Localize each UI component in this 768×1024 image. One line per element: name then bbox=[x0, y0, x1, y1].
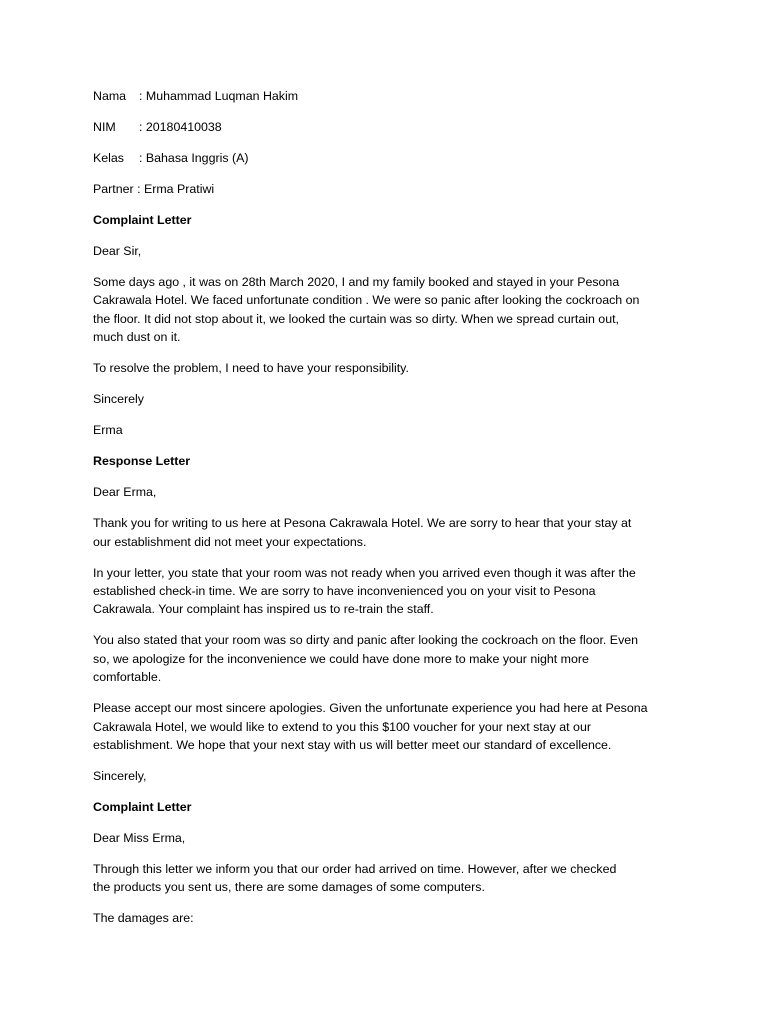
paragraph-line: Through this letter we inform you that our order had arrived on time. However, after we checked bbox=[93, 862, 617, 877]
response-salutation: Dear Erma, bbox=[93, 485, 157, 500]
complaint-resolve-line: To resolve the problem, I need to have your responsibility. bbox=[93, 361, 409, 376]
paragraph-line: In your letter, you state that your room was not ready when you arrived even though it was after the bbox=[93, 565, 636, 580]
response-paragraph-4 bbox=[93, 699, 683, 754]
complaint-closing: Sincerely bbox=[93, 392, 144, 407]
paragraph-line: established check-in time. We are sorry to have inconvenienced you on your visit to Pesona bbox=[93, 584, 596, 599]
paragraph-line: establishment. We hope that your next stay with us will better meet our standard of excellence. bbox=[93, 738, 612, 753]
complaint-2-paragraph-1 bbox=[93, 860, 683, 897]
complaint-letter-title: Complaint Letter bbox=[93, 213, 192, 227]
paragraph-line: Cakrawala. Your complaint has inspired us to re-train the staff. bbox=[93, 602, 434, 617]
complaint-letter-2-title: Complaint Letter bbox=[93, 800, 192, 815]
response-paragraph-1 bbox=[93, 514, 683, 551]
kelas-label: Kelas bbox=[93, 151, 124, 165]
paragraph-line: much dust on it. bbox=[93, 330, 181, 345]
nama-value: : Muhammad Luqman Hakim bbox=[139, 89, 299, 103]
complaint-salutation: Dear Sir, bbox=[93, 244, 142, 258]
nama-row bbox=[93, 87, 683, 105]
damages-heading: The damages are: bbox=[93, 911, 194, 926]
paragraph-line: Please accept our most sincere apologies. Given the unfortunate experience you had here at Pesona bbox=[93, 701, 648, 716]
document-content bbox=[93, 87, 683, 928]
paragraph-line: comfortable. bbox=[93, 670, 162, 685]
paragraph-line: our establishment did not meet your expectations. bbox=[93, 534, 367, 549]
nama-label: Nama bbox=[93, 89, 127, 103]
paragraph-line: Cakrawala Hotel. We faced unfortunate condition . We were so panic after looking the cockroach on bbox=[93, 293, 640, 308]
complaint-2-salutation: Dear Miss Erma, bbox=[93, 831, 186, 846]
paragraph-line: You also stated that your room was so dirty and panic after looking the cockroach on the floor. Even bbox=[93, 633, 639, 648]
paragraph-line: Thank you for writing to us here at Pesona Cakrawala Hotel. We are sorry to hear that your stay at bbox=[93, 516, 632, 531]
response-paragraph-2 bbox=[93, 564, 683, 619]
response-closing: Sincerely, bbox=[93, 769, 147, 784]
paragraph-line: Cakrawala Hotel, we would like to extend to you this $100 voucher for your next stay at our bbox=[93, 719, 591, 734]
complaint-signature: Erma bbox=[93, 423, 123, 438]
paragraph-line: the floor. It did not stop about it, we looked the curtain was so dirty. When we spread curtain out, bbox=[93, 311, 619, 326]
kelas-value: : Bahasa Inggris (A) bbox=[139, 151, 249, 165]
paragraph-line: the products you sent us, there are some damages of some computers. bbox=[93, 880, 485, 895]
nim-label: NIM bbox=[93, 120, 116, 134]
paragraph-line: so, we apologize for the inconvenience we could have done more to make your night more bbox=[93, 651, 589, 666]
response-letter-title: Response Letter bbox=[93, 454, 191, 469]
paragraph-line: Some days ago , it was on 28th March 2020, I and my family booked and stayed in your Pesona bbox=[93, 275, 620, 289]
partner-line: Partner : Erma Pratiwi bbox=[93, 182, 215, 196]
nim-value: : 20180410038 bbox=[139, 120, 222, 134]
response-paragraph-3 bbox=[93, 631, 683, 686]
kelas-row bbox=[93, 149, 683, 167]
nim-row bbox=[93, 118, 683, 136]
complaint-body-paragraph bbox=[93, 273, 683, 347]
